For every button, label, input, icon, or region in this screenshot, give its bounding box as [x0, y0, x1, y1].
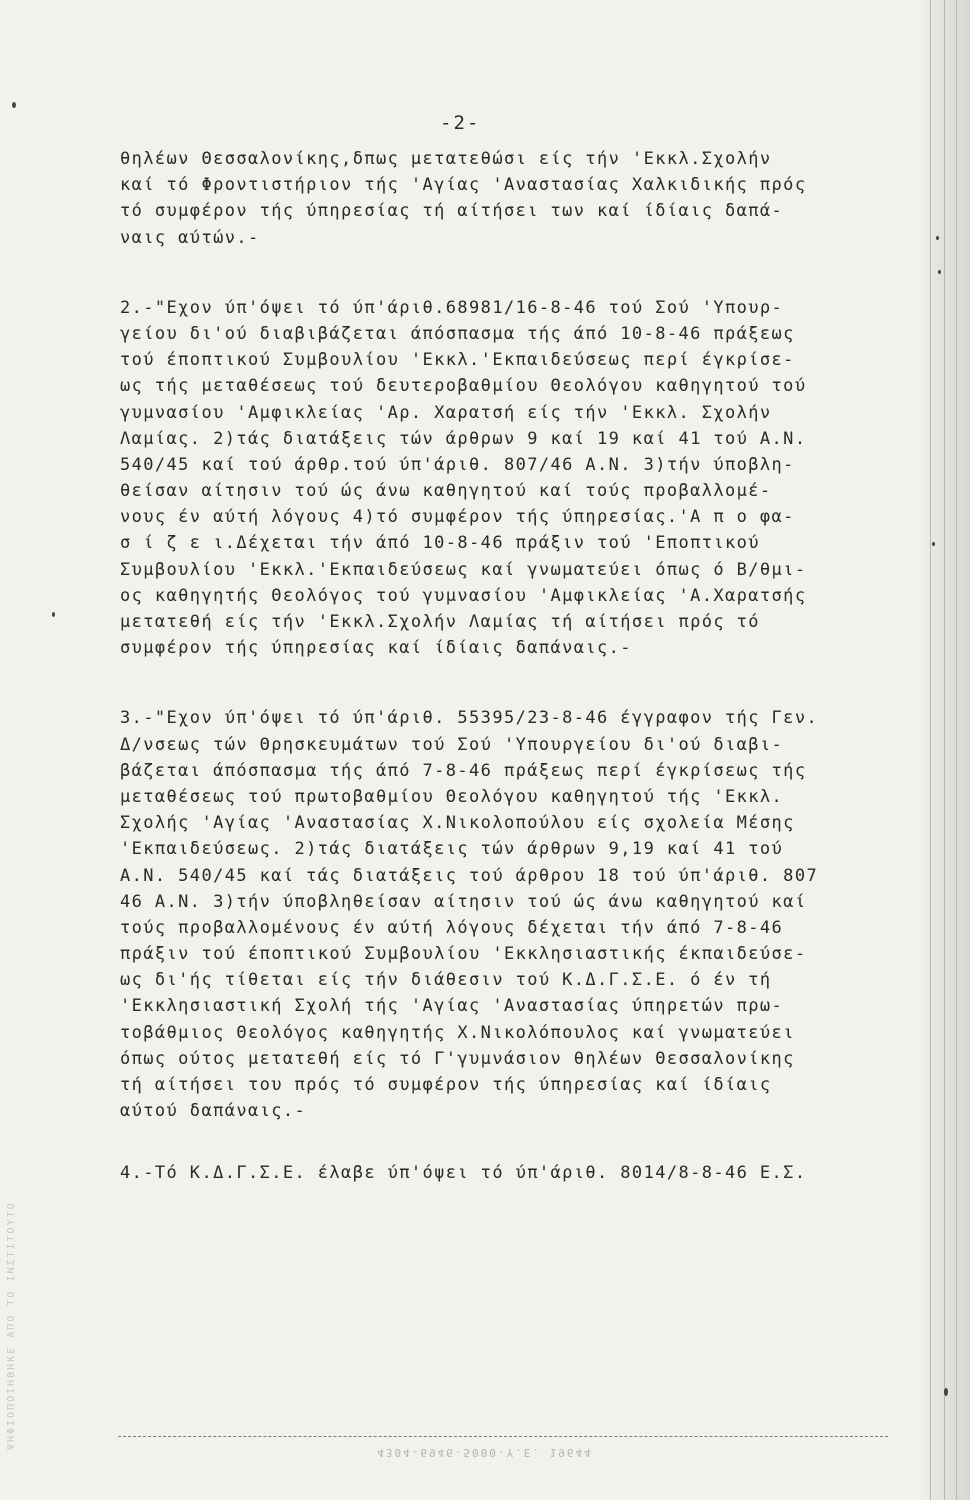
text-line: θηλέων Θεσσαλονίκης,δπως μετατεθώσι είς τήν 'Εκκλ.Σχολήν: [120, 149, 772, 169]
scan-speck: [944, 1388, 948, 1396]
text-line: μετατεθή είς τήν 'Εκκλ.Σχολήν Λαμίας τή αίτήσει πρός τό: [120, 612, 760, 632]
text-line: 540/45 καί τού άρθρ.τού ύπ'άριθ. 807/46 Α.Ν. 3)τήν ύποβλη-: [120, 454, 795, 475]
scan-speck: [52, 612, 55, 617]
paragraph-gap: [120, 1124, 910, 1160]
text-line: αύτού δαπάναις.-: [120, 1101, 307, 1122]
text-line: 'Εκπαιδεύσεως. 2)τάς διατάξεις τών άρθρων 9,19 καί 41 τού: [120, 839, 784, 860]
scan-edge-line: [944, 0, 945, 1500]
footer-rule: [118, 1436, 888, 1437]
text-line: καί τό Φροντιστήριον τής 'Αγίας 'Αναστασίας Χαλκιδικής πρός: [120, 175, 807, 196]
text-line: 4.-Τό Κ.Δ.Γ.Σ.Ε. έλαβε ύπ'όψει τό ύπ'άριθ. 8014/8-8-46 Ε.Σ.: [120, 1163, 807, 1184]
text-line: Α.Ν. 540/45 καί τάς διατάξεις τού άρθρου 18 τού ύπ'άριθ. 807: [120, 865, 819, 886]
text-line: γείου δι'ού διαβιβάζεται άπόσπασμα τής άπό 10-8-46 πράξεως: [120, 323, 795, 344]
text-line: Λαμίας. 2)τάς διατάξεις τών άρθρων 9 καί 19 καί 41 τού Α.Ν.: [120, 428, 807, 449]
text-line: γυμνασίου 'Αμφικλείας 'Αρ. Χαρατσή είς τήν 'Εκκλ. Σχολήν: [120, 402, 772, 423]
text-line: Σχολής 'Αγίας 'Αναστασίας Χ.Νικολοπούλου είς σχολεία Μέσης: [120, 813, 795, 834]
scan-edge-line: [930, 0, 931, 1500]
text-line: νους έν αύτή λόγους 4)τό συμφέρον τής ύπηρεσίας.'Α π ο φα-: [120, 507, 795, 528]
text-line: τοβάθμιος Θεολόγος καθηγητής Χ.Νικολόπουλος καί γνωματεύει: [120, 1022, 795, 1043]
scan-speck: [936, 236, 939, 240]
text-line: ως τής μεταθέσεως τού δευτεροβαθμίου Θεολόγου καθηγητού τού: [120, 376, 807, 397]
paragraph-gap: [120, 251, 910, 295]
text-line: Δ/νσεως τών Θρησκευμάτων τού Σού 'Υπουργείου δι'ού διαβι-: [120, 734, 784, 755]
text-line: ως δι'ής τίθεται είς τήν διάθεσιν τού Κ.Δ.Γ.Σ.Ε. ό έν τή: [120, 970, 772, 991]
scan-speck: [938, 270, 941, 274]
text-line: μεταθέσεως τού πρωτοβαθμίου Θεολόγου καθηγητού τής 'Εκκλ.: [120, 786, 784, 807]
scan-speck: [932, 542, 935, 546]
text-line: τό συμφέρον τής ύπηρεσίας τή αίτήσει των καί ίδίαις δαπά-: [120, 201, 784, 222]
text-line: συμφέρον τής ύπηρεσίας καί ίδίαις δαπάναις.-: [120, 638, 632, 659]
text-line: τούς προβαλλομένους έν αύτή λόγους δέχεται τήν άπό 7-8-46: [120, 917, 784, 938]
paragraph-gap: [120, 661, 910, 705]
scan-speck: [12, 102, 16, 108]
text-line: 3.-"Εχον ύπ'όψει τό ύπ'άριθ. 55395/23-8-46 έγγραφον τής Γεν.: [120, 708, 819, 729]
text-line: τού έποπτικού Συμβουλίου 'Εκκλ.'Εκπαιδεύσεως περί έγκρίσε-: [120, 350, 795, 371]
text-line: 46 Α.Ν. 3)τήν ύποβληθείσαν αίτησιν τού ώς άνω καθηγητού καί: [120, 891, 807, 912]
page-number: -2-: [440, 112, 481, 134]
text-line: βάζεται άπόσπασμα τής άπό 7-8-46 πράξεως περί έγκρίσεως τής: [120, 760, 807, 781]
text-line: πράξιν τού έποπτικού Συμβουλίου 'Εκκλησιαστικής έκπαιδεύσε-: [120, 944, 807, 965]
text-line: σ ί ζ ε ι.Δέχεται τήν άπό 10-8-46 πράξιν τού 'Εποπτικού: [120, 533, 760, 554]
text-line: όπως ούτος μετατεθή είς τό Γ'γυμνάσιον θηλέων Θεσσαλονίκης: [120, 1048, 795, 1069]
document-body: [120, 146, 910, 1187]
text-line: Συμβουλίου 'Εκκλ.'Εκπαιδεύσεως καί γνωματεύει όπως ό Β/θμι-: [120, 559, 807, 580]
text-line: 'Εκκλησιαστική Σχολή τής 'Αγίας 'Αναστασίας ύπηρετών πρω-: [120, 996, 784, 1017]
text-line: τή αίτήσει του πρός τό συμφέρον τής ύπηρεσίας καί ίδίαις: [120, 1075, 772, 1095]
text-line: 2.-"Εχον ύπ'όψει τό ύπ'άριθ.68981/16-8-46 τού Σού 'Υπουρ-: [120, 297, 784, 318]
footer-print-code: 4304-6946-5000-Y.E. 19644: [377, 1446, 593, 1459]
text-line: θείσαν αίτησιν τού ώς άνω καθηγητού καί τούς προβαλλομέ-: [120, 481, 772, 502]
scan-edge-line: [956, 0, 957, 1500]
text-line: ος καθηγητής Θεολόγος τού γυμνασίου 'Αμφικλείας 'Α.Χαρατσής: [120, 585, 807, 606]
text-line: ναις αύτών.-: [120, 227, 260, 248]
margin-stamp-text: ΨΗΦΙΟΠΟΙΗΘΗΚΕ ΑΠΟ ΤΟ ΙΝΣΤΙΤΟΥΤΟ: [6, 1201, 17, 1450]
